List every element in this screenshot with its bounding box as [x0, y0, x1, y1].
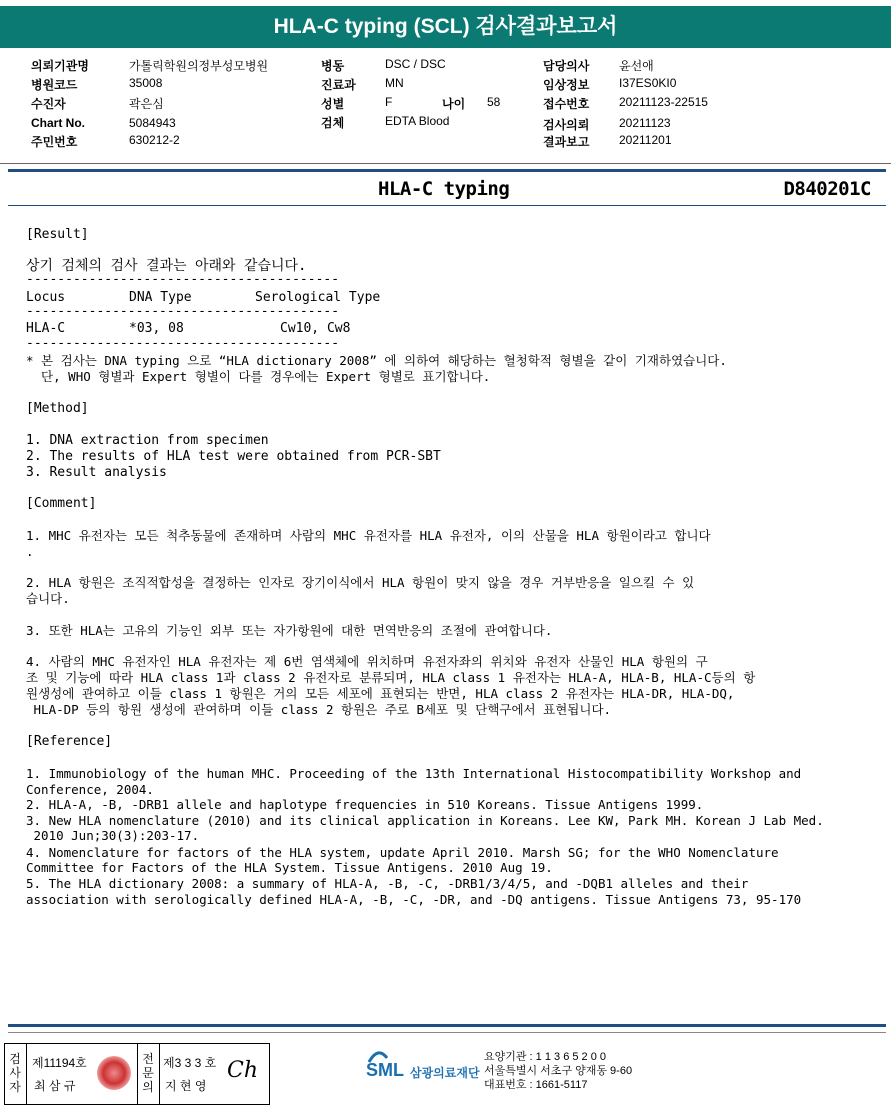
- org-name: 삼광의료재단: [410, 1066, 480, 1080]
- comment-3-line-1: 3. 또한 HLA는 고유의 기능인 외부 또는 자가항원에 대한 면역반응의 조절에 관여합니다.: [26, 623, 553, 638]
- method-heading: [Method]: [26, 401, 89, 416]
- field-hospital-code: 병원코드 35008: [31, 76, 163, 92]
- table-divider-mid: ----------------------------------------: [26, 304, 340, 319]
- bottom-rule: [8, 1024, 886, 1027]
- tester-label: 검 사 자: [9, 1052, 21, 1094]
- field-clinical-info: 임상정보 I37ES0KI0: [543, 76, 677, 92]
- comment-1-line-1: 1. MHC 유전자는 모든 척추동물에 존재하며 사람의 MHC 유전자를 HLA 유전자, 이의 산물을 HLA 항원이라고 합니다: [26, 528, 711, 543]
- table-row: [26, 321, 351, 337]
- comment-2-line-2: 습니다.: [26, 591, 70, 606]
- field-request-date: 검사의뢰 20211123: [543, 116, 671, 132]
- specialist-name: 지 현 영: [165, 1079, 207, 1093]
- divider: [159, 1044, 160, 1104]
- field-report-date: 결과보고 20211201: [543, 133, 672, 149]
- divider: [26, 1044, 27, 1104]
- field-institution: 의뢰기관명 가톨릭학원의정부성모병원: [31, 59, 269, 73]
- tester-name: 최 삼 규: [34, 1079, 76, 1093]
- footer: [0, 1040, 891, 1108]
- method-item-3: 3. Result analysis: [26, 465, 167, 480]
- signature-box: [4, 1043, 270, 1105]
- table-divider-bottom: ----------------------------------------: [26, 336, 340, 351]
- field-receipt-no: 접수번호 20211123-22515: [543, 95, 708, 111]
- reference-line-7: Committee for Factors of the HLA System. Tissue Antigens. 2010 Aug 19.: [26, 860, 553, 875]
- comment-4-line-4: HLA-DP 등의 항원 생성에 관여하며 이들 class 2 항원은 주로 B세포 및 단핵구에서 표현됩니다.: [26, 702, 612, 717]
- test-code: D840201C: [783, 178, 871, 200]
- specialist-license-no: 제3 3 3 호: [163, 1056, 217, 1070]
- reference-line-4: 3. New HLA nomenclature (2010) and its clinical application in Koreans. Lee KW, Park MH. Korean J Lab Med.: [26, 813, 824, 828]
- age-value: 58: [487, 95, 501, 109]
- note-line-2: 단, WHO 형별과 Expert 형별이 다를 경우에는 Expert 형별로 표기합니다.: [26, 369, 491, 384]
- reference-line-6: 4. Nomenclature for factors of the HLA system, update April 2010. Marsh SG; for the WHO Nomenclature: [26, 845, 779, 860]
- specialist-label: 전 문 의: [142, 1052, 154, 1094]
- reference-heading: [Reference]: [26, 734, 113, 749]
- report-title-bar: [0, 6, 891, 48]
- test-name: HLA-C typing: [378, 178, 510, 200]
- table-divider-top: ----------------------------------------: [26, 272, 340, 287]
- comment-1-line-2: .: [26, 544, 34, 559]
- reference-line-5: 2010 Jun;30(3):203-17.: [26, 828, 200, 843]
- header-separator: [0, 163, 891, 164]
- field-doctor: 담당의사 윤선애: [543, 59, 654, 73]
- comment-4-line-1: 4. 사람의 MHC 유전자인 HLA 유전자는 제 6번 염색체에 위치하며 유전자좌의 위치와 유전자 산물인 HLA 항원의 구: [26, 654, 708, 669]
- note-line-1: * 본 검사는 DNA typing 으로 “HLA dictionary 2008” 에 의하여 해당하는 혈청학적 형별을 같이 기재하였습니다.: [26, 353, 727, 368]
- field-specimen: 검체 EDTA Blood: [321, 114, 450, 130]
- logo-text: SML: [366, 1060, 404, 1080]
- tester-license-no: 제11194호: [32, 1056, 87, 1070]
- comment-4-line-2: 조 및 기능에 따라 HLA class 1과 class 2 유전자로 분류되며, HLA class 1 유전자는 HLA-A, HLA-B, HLA-C등의 항: [26, 670, 756, 685]
- method-item-1: 1. DNA extraction from specimen: [26, 433, 269, 448]
- row-serological-type: Cw10, Cw8: [280, 321, 351, 336]
- comment-4-line-3: 원생성에 관여하고 이들 class 1 항원은 거의 모든 세포에 표현되는 반면, HLA class 2 유전자는 HLA-DR, HLA-DQ,: [26, 686, 735, 701]
- result-heading: [Result]: [26, 227, 89, 242]
- row-locus: HLA-C: [26, 321, 66, 336]
- col-locus: Locus: [26, 290, 66, 305]
- reference-line-1: 1. Immunobiology of the human MHC. Proceeding of the 13th International Histocompatibility Workshop and: [26, 766, 802, 781]
- comment-2-line-1: 2. HLA 항원은 조직적합성을 결정하는 인자로 장기이식에서 HLA 항원이 맞지 않을 경우 거부반응을 일으킬 수 있: [26, 575, 695, 590]
- comment-heading: [Comment]: [26, 496, 97, 511]
- report-title: HLA-C typing (SCL) 검사결과보고서: [273, 15, 618, 38]
- org-care-no: 요양기관 : 1 1 3 6 5 2 0 0: [484, 1051, 607, 1063]
- field-chart-no: Chart No. 5084943: [31, 116, 176, 130]
- org-info: [484, 1050, 632, 1092]
- bottom-rule-thin: [8, 1032, 886, 1033]
- method-item-2: 2. The results of HLA test were obtained from PCR-SBT: [26, 449, 441, 464]
- reference-line-8: 5. The HLA dictionary 2008: a summary of HLA-A, -B, -C, -DRB1/3/4/5, and -DQB1 alleles and their: [26, 876, 749, 891]
- official-seal: [97, 1056, 131, 1090]
- field-patient: 수진자 곽은심: [31, 97, 164, 111]
- field-resident-no: 주민번호 630212-2: [31, 133, 180, 149]
- top-rule: [8, 169, 886, 172]
- org-address: 서울특별시 서초구 양재동 9-60: [484, 1065, 633, 1077]
- age-label: 나이: [442, 97, 466, 111]
- result-intro: 상기 검체의 검사 결과는 아래와 같습니다.: [26, 258, 307, 274]
- reference-line-2: Conference, 2004.: [26, 782, 154, 797]
- specialist-signature: Ch: [227, 1058, 259, 1083]
- field-department: 진료과 MN: [321, 76, 404, 92]
- col-serological-type: Serological Type: [255, 290, 381, 305]
- row-dna-type: *03, 08: [129, 321, 184, 336]
- reference-line-3: 2. HLA-A, -B, -DRB1 allele and haplotype frequencies in 510 Koreans. Tissue Antigens 1999.: [26, 797, 704, 812]
- field-sex: 성별 F 나이 58: [321, 95, 501, 111]
- field-ward: 병동 DSC / DSC: [321, 57, 446, 73]
- col-dna-type: DNA Type: [129, 290, 192, 305]
- org-phone: 대표번호 : 1661-5117: [484, 1079, 588, 1091]
- title-underline: [8, 205, 886, 206]
- reference-line-9: association with serologically defined HLA-A, -B, -C, -DR, and -DQ antigens. Tissue Antigens 73, 95-170: [26, 892, 802, 907]
